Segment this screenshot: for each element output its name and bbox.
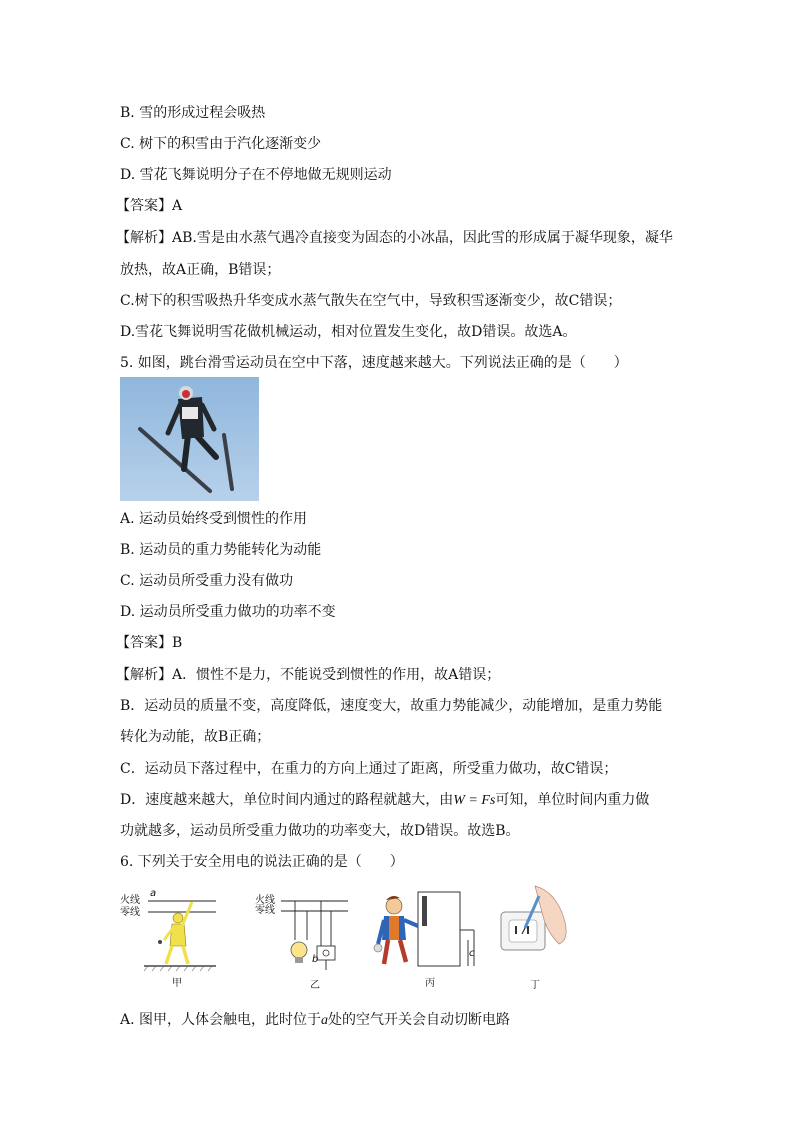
caption-ding: 丁: [530, 980, 540, 991]
q6-option-a: [120, 1011, 510, 1030]
q5-option-c: C. 运动员所受重力没有做功: [120, 573, 294, 589]
q5-stem: 5. 如图，跳台滑雪运动员在空中下落，速度越来越大。下列说法正确的是（ ）: [120, 355, 628, 371]
q5-analysis-line-3: 转化为动能，故B正确；: [120, 729, 271, 745]
jia-live-label: 火线: [120, 895, 140, 906]
jia-point-a: a: [150, 888, 157, 899]
yi-point-b: b: [312, 954, 319, 965]
q5-analysis-line-5: [120, 791, 649, 810]
figure-bing: [372, 890, 482, 972]
q5-option-d: D. 运动员所受重力做功的功率不变: [120, 604, 336, 620]
q5-analysis-line-1: 【解析】A．惯性不是力，不能说受到惯性的作用，故A错误；: [116, 667, 501, 683]
analysis-prev-line-1: 【解析】AB.雪是由水蒸气遇冷直接变为固态的小冰晶，因此雪的形成属于凝华现象，凝华: [116, 230, 673, 246]
q6-option-a-pre: A. 图甲，人体会触电，此时位于: [120, 1012, 322, 1028]
q6-stem: 6. 下列关于安全用电的说法正确的是（ ）: [120, 854, 404, 870]
q5-analysis-d-pre: D．速度越来越大，单位时间内通过的路程就越大，由: [120, 792, 454, 808]
q5-analysis-line-2: B．运动员的质量不变，高度降低，速度变大，故重力势能减少，动能增加，是重力势能: [120, 698, 663, 714]
yi-live-label: 火线: [255, 895, 275, 906]
caption-yi: 乙: [310, 980, 320, 991]
formula-w-fs: W = Fs: [453, 793, 496, 808]
q5-answer: 【答案】B: [116, 635, 183, 651]
bing-point-c: c: [469, 948, 475, 959]
q6-option-a-post: 处的空气开关会自动切断电路: [328, 1012, 511, 1028]
q5-analysis-d-post: 可知，单位时间内重力做: [495, 792, 650, 808]
caption-jia: 甲: [172, 978, 182, 989]
yi-neutral-label: 零线: [255, 905, 275, 916]
option-d-prev: D. 雪花飞舞说明分子在不停地做无规则运动: [120, 167, 392, 183]
q5-option-b: B. 运动员的重力势能转化为动能: [120, 542, 322, 558]
analysis-prev-line-3: C.树下的积雪吸热升华变成水蒸气散失在空气中，导致积雪逐渐变少，故C错误；: [120, 293, 622, 309]
figure-jia: [120, 888, 220, 972]
analysis-prev-line-4: D.雪花飞舞说明雪花做机械运动，相对位置发生变化，故D错误。故选A。: [120, 324, 577, 340]
jia-neutral-label: 零线: [120, 907, 140, 918]
option-c-prev: C. 树下的积雪由于汽化逐渐变少: [120, 136, 322, 152]
q5-option-a: A. 运动员始终受到惯性的作用: [120, 511, 308, 527]
q5-analysis-line-4: C．运动员下落过程中，在重力的方向上通过了距离，所受重力做功，故C错误；: [120, 761, 618, 777]
option-b-prev: B. 雪的形成过程会吸热: [120, 105, 266, 121]
figure-ding: [495, 882, 575, 972]
ski-jumper-photo: [120, 377, 259, 501]
q6-option-a-var: a: [321, 1013, 329, 1028]
caption-bing: 丙: [425, 978, 435, 989]
answer-prev: 【答案】A: [116, 198, 183, 214]
analysis-prev-line-2: 放热，故A正确，B错误；: [120, 262, 281, 278]
q5-analysis-line-6: 功就越多，运动员所受重力做功的功率变大，故D错误。故选B。: [120, 823, 520, 839]
figure-yi: [255, 894, 350, 974]
